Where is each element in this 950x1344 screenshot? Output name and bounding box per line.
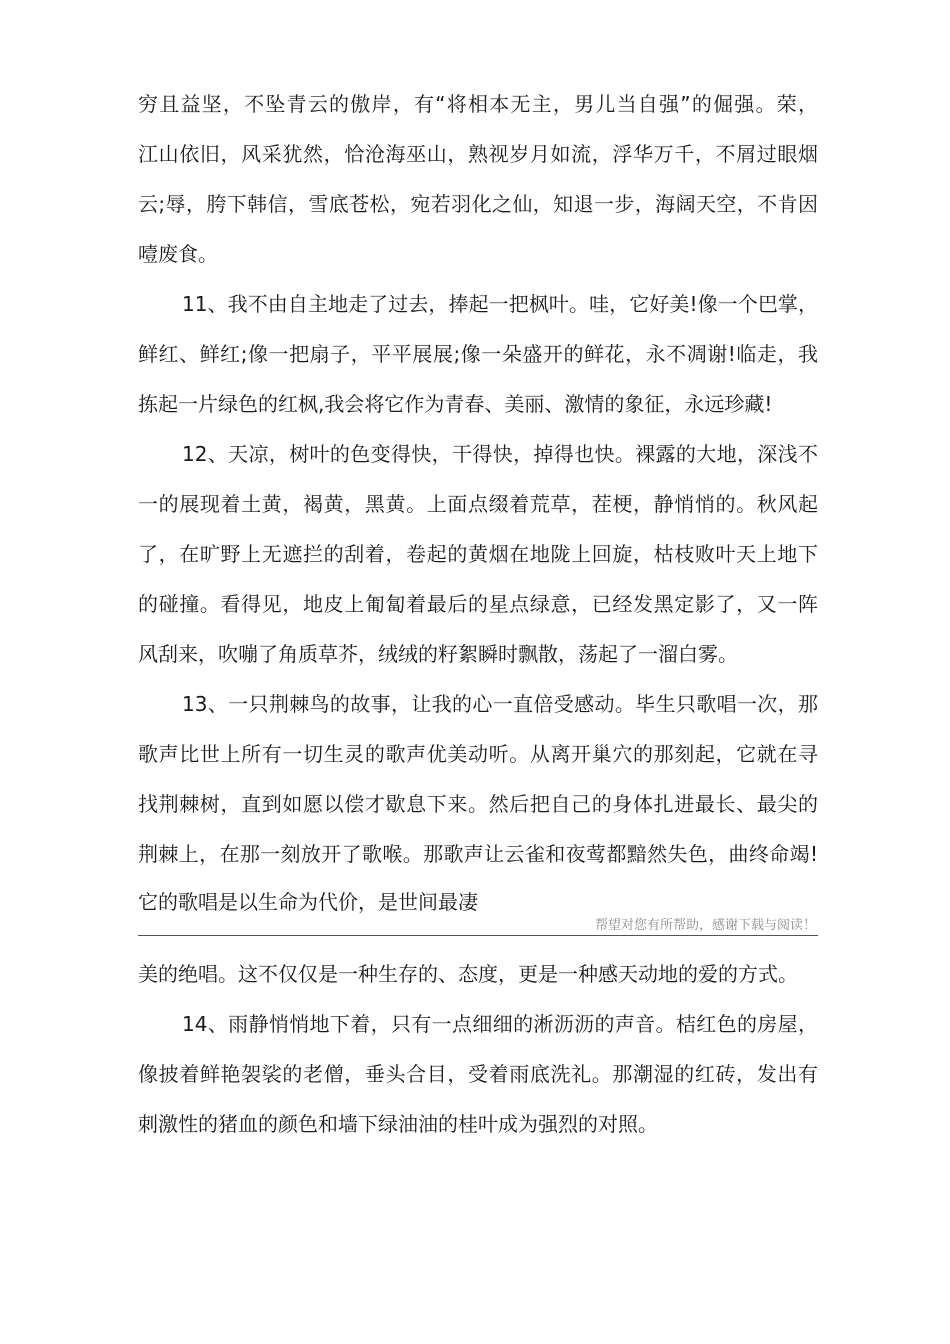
paragraph-line: 江山依旧，风采犹然，恰沧海巫山，熟视岁月如流，浮华万千，不屑过眼烟 [138, 142, 818, 166]
paragraph-line: 拣起一片绿色的红枫,我会将它作为青春、美丽、激情的象征，永远珍藏! [138, 392, 773, 416]
paragraph-line: 找荆棘树，直到如愿以偿才歇息下来。然后把自己的身体扎进最长、最尖的 [138, 792, 818, 816]
paragraph-line: 的碰撞。看得见，地皮上匍匐着最后的星点绿意，已经发黑定影了，又一阵 [138, 592, 818, 616]
paragraph-line: 噎废食。 [138, 242, 218, 266]
paragraph-line: 风刮来，吹嘣了角质草芥，绒绒的籽絮瞬时飘散，荡起了一溜白雾。 [138, 642, 738, 666]
paragraph-line: 云;辱，胯下韩信，雪底苍松，宛若羽化之仙，知退一步，海阔天空，不肯因 [138, 192, 818, 216]
paragraph-line: 歌声比世上所有一切生灵的歌声优美动听。从离开巢穴的那刻起，它就在寻 [138, 742, 818, 766]
page-footer-note: 帮望对您有所帮助，感谢下载与阅读！ [594, 918, 816, 933]
paragraph-line: 12、天凉，树叶的色变得快，干得快，掉得也快。裸露的大地，深浅不 [182, 442, 818, 466]
paragraph-line: 13、一只荆棘鸟的故事，让我的心一直倍受感动。毕生只歌唱一次，那 [182, 692, 818, 716]
paragraph-line: 刺激性的猪血的颜色和墙下绿油油的桂叶成为强烈的对照。 [138, 1112, 658, 1136]
paragraph-line: 它的歌唱是以生命为代价，是世间最凄 [138, 890, 478, 914]
paragraph-line: 美的绝唱。这不仅仅是一种生存的、态度，更是一种感天动地的爱的方式。 [138, 962, 798, 986]
paragraph-line: 穷且益坚，不坠青云的傲岸，有“将相本无主，男儿当自强”的倔强。荣， [138, 92, 818, 116]
paragraph-line: 荆棘上，在那一刻放开了歌喉。那歌声让云雀和夜莺都黯然失色，曲终命竭! [138, 842, 818, 866]
paragraph-line: 一的展现着土黄，褐黄，黑黄。上面点缀着荒草，茬梗，静悄悄的。秋风起 [138, 492, 818, 516]
paragraph-line: 了，在旷野上无遮拦的刮着，卷起的黄烟在地陇上回旋，枯枝败叶天上地下 [138, 542, 818, 566]
paragraph-line: 11、我不由自主地走了过去，捧起一把枫叶。哇，它好美!像一个巴掌， [182, 292, 818, 316]
paragraph-line: 像披着鲜艳袈裟的老僧，垂头合目，受着雨底洗礼。那潮湿的红砖，发出有 [138, 1062, 818, 1086]
paragraph-line: 鲜红、鲜红;像一把扇子，平平展展;像一朵盛开的鲜花，永不凋谢!临走，我 [138, 342, 818, 366]
paragraph-line: 14、雨静悄悄地下着，只有一点细细的淅沥沥的声音。桔红色的房屋， [182, 1012, 818, 1036]
footer-divider [138, 935, 818, 936]
